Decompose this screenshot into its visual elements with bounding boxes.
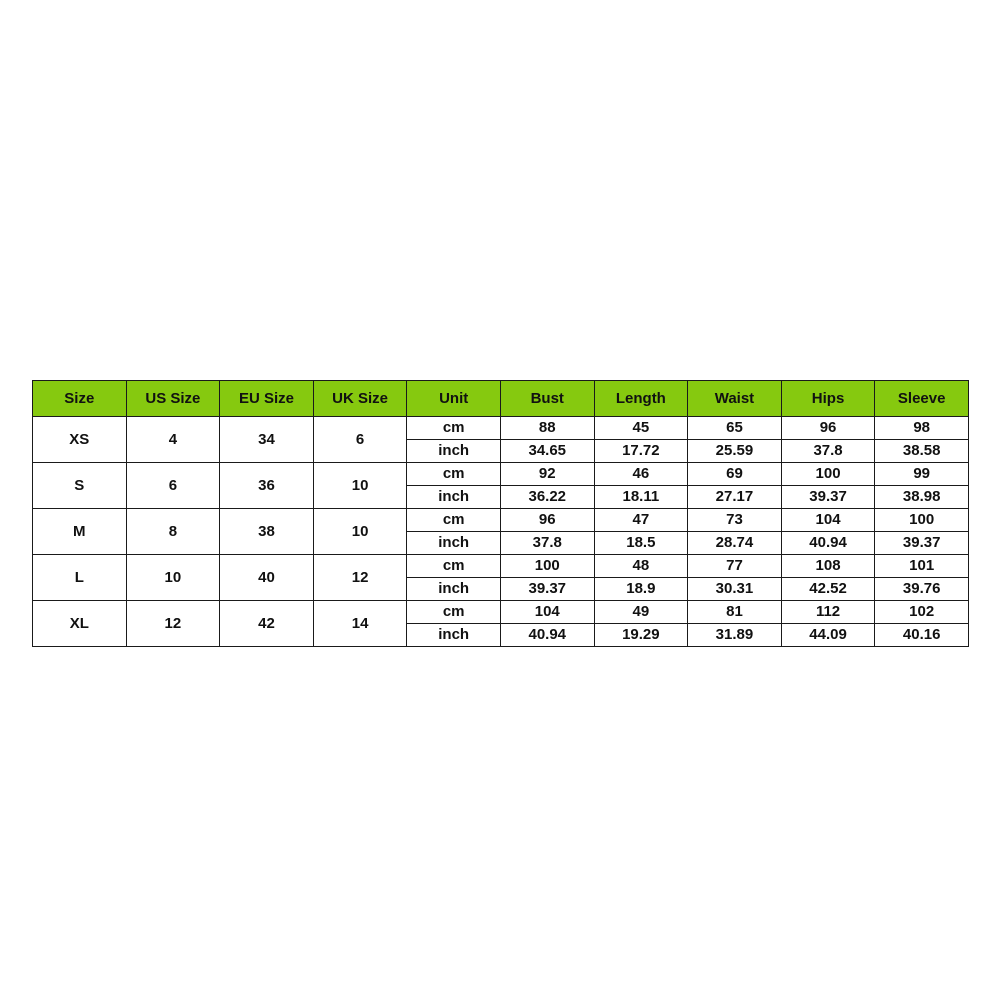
unit-cell: cm: [407, 463, 501, 486]
bust-cell: 37.8: [500, 532, 594, 555]
unit-cell: cm: [407, 601, 501, 624]
column-header-sleeve: Sleeve: [875, 381, 969, 417]
hips-cell: 104: [781, 509, 875, 532]
length-cell: 45: [594, 417, 688, 440]
us-size-cell: 6: [126, 463, 220, 509]
sleeve-cell: 100: [875, 509, 969, 532]
unit-cell: cm: [407, 417, 501, 440]
us-size-cell: 12: [126, 601, 220, 647]
waist-cell: 81: [688, 601, 782, 624]
table-row-m-cm: [33, 509, 969, 532]
length-cell: 17.72: [594, 440, 688, 463]
bust-cell: 34.65: [500, 440, 594, 463]
hips-cell: 44.09: [781, 624, 875, 647]
uk-size-cell: 14: [313, 601, 407, 647]
unit-cell: inch: [407, 578, 501, 601]
uk-size-cell: 12: [313, 555, 407, 601]
column-header-length: Length: [594, 381, 688, 417]
waist-cell: 77: [688, 555, 782, 578]
table-row-s-cm: [33, 463, 969, 486]
bust-cell: 36.22: [500, 486, 594, 509]
bust-cell: 92: [500, 463, 594, 486]
sleeve-cell: 98: [875, 417, 969, 440]
unit-cell: inch: [407, 624, 501, 647]
sleeve-cell: 38.98: [875, 486, 969, 509]
table-row-l-cm: [33, 555, 969, 578]
eu-size-cell: 40: [220, 555, 314, 601]
hips-cell: 96: [781, 417, 875, 440]
length-cell: 18.5: [594, 532, 688, 555]
length-cell: 47: [594, 509, 688, 532]
waist-cell: 65: [688, 417, 782, 440]
length-cell: 48: [594, 555, 688, 578]
size-cell: XL: [33, 601, 127, 647]
size-cell: S: [33, 463, 127, 509]
unit-cell: inch: [407, 486, 501, 509]
uk-size-cell: 10: [313, 509, 407, 555]
uk-size-cell: 10: [313, 463, 407, 509]
eu-size-cell: 34: [220, 417, 314, 463]
hips-cell: 112: [781, 601, 875, 624]
waist-cell: 31.89: [688, 624, 782, 647]
sleeve-cell: 39.37: [875, 532, 969, 555]
hips-cell: 37.8: [781, 440, 875, 463]
sleeve-cell: 99: [875, 463, 969, 486]
size-cell: XS: [33, 417, 127, 463]
bust-cell: 100: [500, 555, 594, 578]
hips-cell: 100: [781, 463, 875, 486]
bust-cell: 96: [500, 509, 594, 532]
column-header-hips: Hips: [781, 381, 875, 417]
waist-cell: 73: [688, 509, 782, 532]
sleeve-cell: 40.16: [875, 624, 969, 647]
bust-cell: 104: [500, 601, 594, 624]
column-header-waist: Waist: [688, 381, 782, 417]
waist-cell: 27.17: [688, 486, 782, 509]
header-row: [33, 381, 969, 417]
size-cell: L: [33, 555, 127, 601]
table-row-xs-cm: [33, 417, 969, 440]
length-cell: 19.29: [594, 624, 688, 647]
length-cell: 49: [594, 601, 688, 624]
sleeve-cell: 102: [875, 601, 969, 624]
size-cell: M: [33, 509, 127, 555]
unit-cell: cm: [407, 509, 501, 532]
sleeve-cell: 101: [875, 555, 969, 578]
eu-size-cell: 38: [220, 509, 314, 555]
waist-cell: 28.74: [688, 532, 782, 555]
waist-cell: 30.31: [688, 578, 782, 601]
table-row-xl-cm: [33, 601, 969, 624]
unit-cell: inch: [407, 532, 501, 555]
hips-cell: 39.37: [781, 486, 875, 509]
column-header-unit: Unit: [407, 381, 501, 417]
unit-cell: inch: [407, 440, 501, 463]
uk-size-cell: 6: [313, 417, 407, 463]
sleeve-cell: 39.76: [875, 578, 969, 601]
column-header-size: Size: [33, 381, 127, 417]
us-size-cell: 4: [126, 417, 220, 463]
hips-cell: 108: [781, 555, 875, 578]
us-size-cell: 10: [126, 555, 220, 601]
bust-cell: 39.37: [500, 578, 594, 601]
size-chart-table: [32, 380, 969, 647]
column-header-us-size: US Size: [126, 381, 220, 417]
column-header-eu-size: EU Size: [220, 381, 314, 417]
waist-cell: 25.59: [688, 440, 782, 463]
column-header-bust: Bust: [500, 381, 594, 417]
us-size-cell: 8: [126, 509, 220, 555]
eu-size-cell: 42: [220, 601, 314, 647]
unit-cell: cm: [407, 555, 501, 578]
length-cell: 46: [594, 463, 688, 486]
bust-cell: 40.94: [500, 624, 594, 647]
column-header-uk-size: UK Size: [313, 381, 407, 417]
sleeve-cell: 38.58: [875, 440, 969, 463]
length-cell: 18.9: [594, 578, 688, 601]
length-cell: 18.11: [594, 486, 688, 509]
waist-cell: 69: [688, 463, 782, 486]
hips-cell: 40.94: [781, 532, 875, 555]
bust-cell: 88: [500, 417, 594, 440]
eu-size-cell: 36: [220, 463, 314, 509]
hips-cell: 42.52: [781, 578, 875, 601]
